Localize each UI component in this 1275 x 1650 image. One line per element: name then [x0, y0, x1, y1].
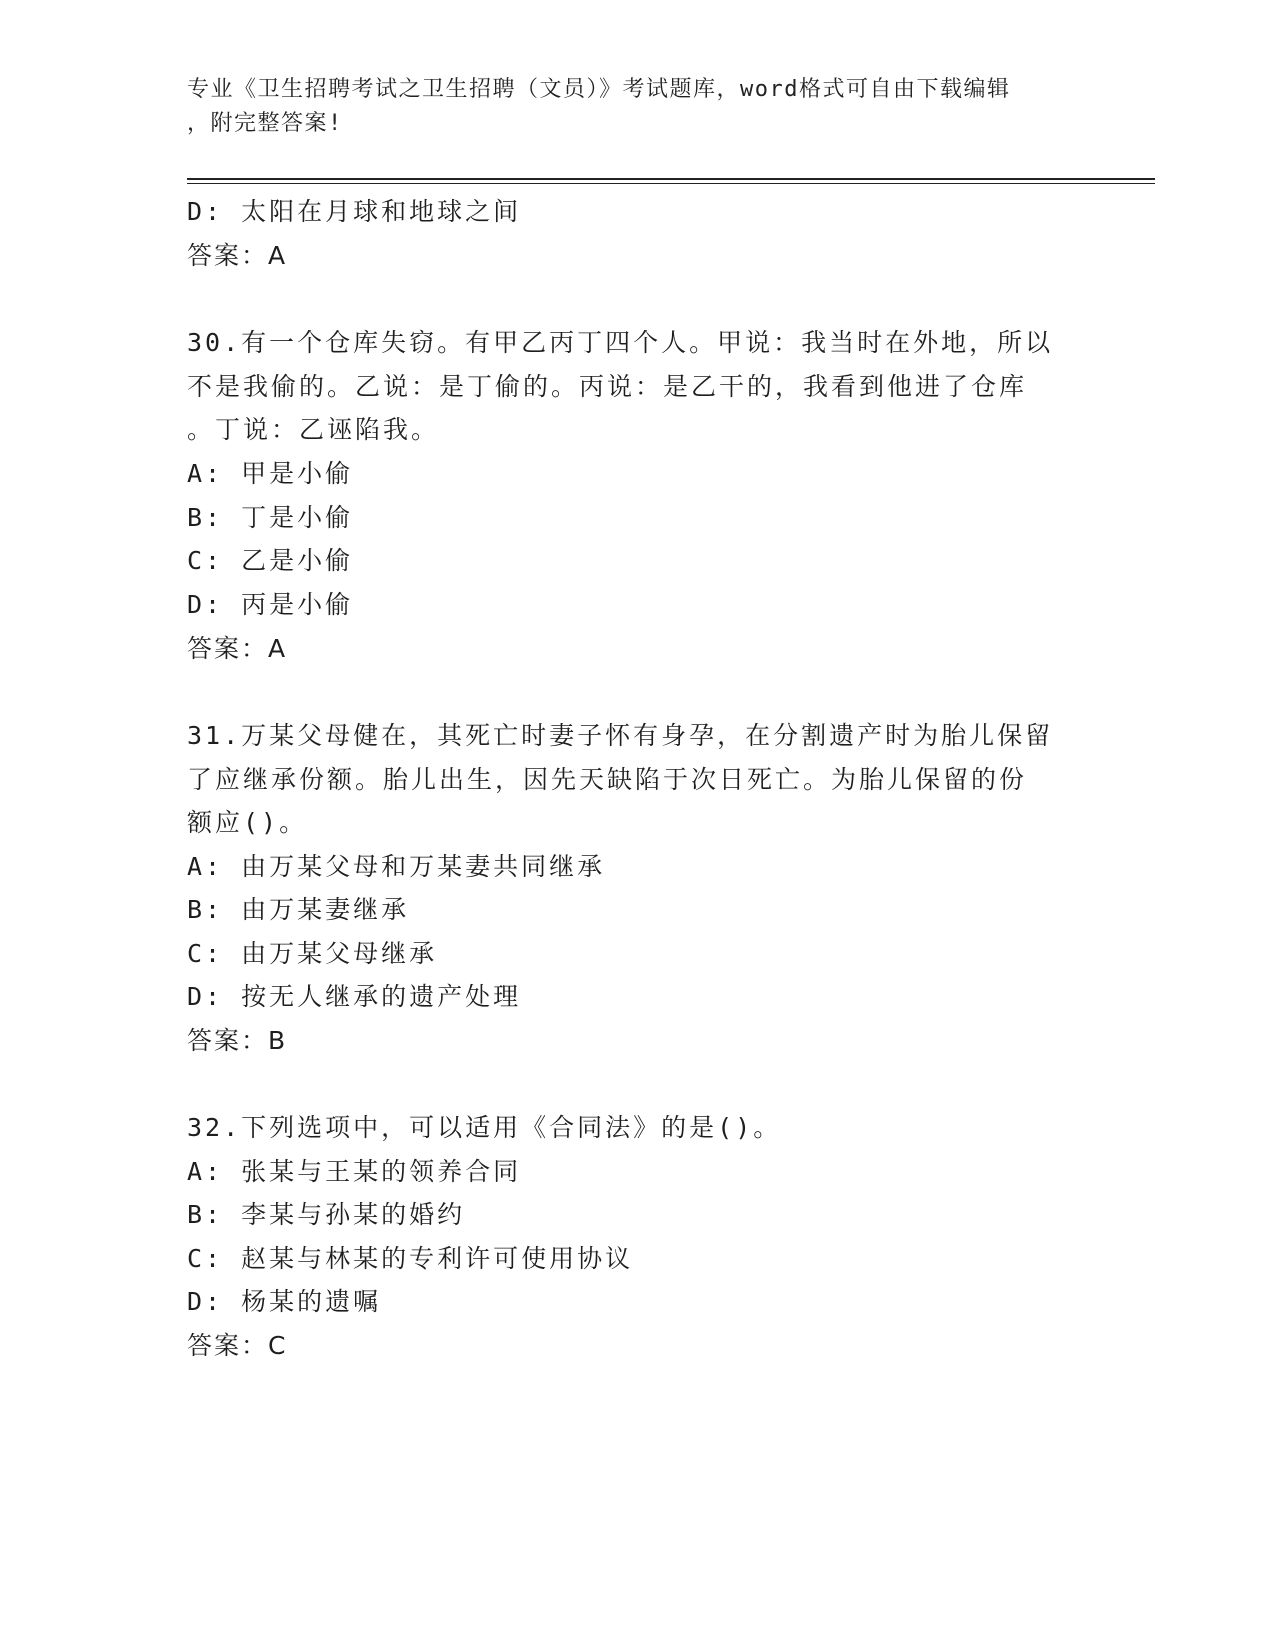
q32-option-a: A: 张某与王某的领养合同 — [187, 1157, 522, 1186]
q31-option-b: B: 由万某妻继承 — [187, 895, 410, 924]
q32-option-d: D: 杨某的遗嘱 — [187, 1287, 382, 1316]
q31-option-c: C: 由万某父母继承 — [187, 939, 438, 968]
header-line-1: 专业《卫生招聘考试之卫生招聘（文员）》考试题库，word格式可自由下载编辑 — [187, 77, 1011, 102]
q31-option-a: A: 由万某父母和万某妻共同继承 — [187, 852, 606, 881]
q30-text-line-1: 30.有一个仓库失窃。有甲乙丙丁四个人。甲说：我当时在外地，所以 — [187, 328, 1054, 357]
q31-text-line-2: 了应继承份额。胎儿出生，因先天缺陷于次日死亡。为胎儿保留的份 — [187, 765, 1028, 794]
q30-answer: 答案：A — [187, 634, 288, 663]
header-line-2: ，附完整答案! — [187, 111, 343, 136]
q31-option-d: D: 按无人继承的遗产处理 — [187, 982, 522, 1011]
prev-answer: 答案：A — [187, 241, 288, 270]
prev-option-d: D: 太阳在月球和地球之间 — [187, 197, 522, 226]
q32-option-c: C: 赵某与林某的专利许可使用协议 — [187, 1244, 634, 1273]
q32-text-line-1: 32.下列选项中，可以适用《合同法》的是()。 — [187, 1113, 782, 1142]
q30-option-c: C: 乙是小偷 — [187, 546, 354, 575]
q30-option-d: D: 丙是小偷 — [187, 590, 354, 619]
header-divider-thick — [187, 178, 1155, 180]
q30-option-b: B: 丁是小偷 — [187, 503, 354, 532]
header-divider-thin — [187, 183, 1155, 184]
q32-option-b: B: 李某与孙某的婚约 — [187, 1200, 466, 1229]
q31-text-line-3: 额应()。 — [187, 808, 308, 837]
document-header — [187, 73, 1067, 141]
q31-answer: 答案：B — [187, 1026, 288, 1055]
q30-text-line-3: 。丁说：乙诬陷我。 — [187, 415, 440, 444]
q31-text-line-1: 31.万某父母健在，其死亡时妻子怀有身孕，在分割遗产时为胎儿保留 — [187, 721, 1054, 750]
q30-option-a: A: 甲是小偷 — [187, 459, 354, 488]
q30-text-line-2: 不是我偷的。乙说：是丁偷的。丙说：是乙干的，我看到他进了仓库 — [187, 372, 1028, 401]
q32-answer: 答案：C — [187, 1331, 288, 1360]
